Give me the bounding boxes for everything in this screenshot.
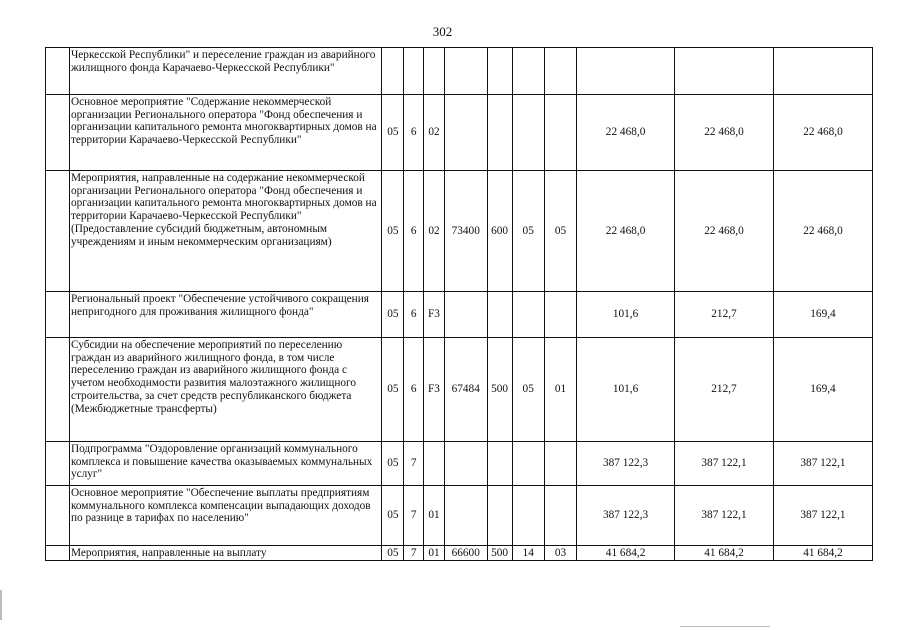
code-cell-c2: 6 — [404, 292, 424, 338]
amount-cell-v1: 387 122,3 — [577, 486, 675, 546]
amount-cell-v3: 169,4 — [773, 338, 872, 442]
code-cell-c6 — [512, 48, 544, 95]
code-cell-c6 — [512, 95, 544, 171]
row-number-cell — [46, 292, 70, 338]
code-cell-c3: 02 — [424, 95, 445, 171]
code-cell-c2: 6 — [404, 95, 424, 171]
amount-cell-v1 — [577, 48, 675, 95]
code-cell-c6 — [512, 292, 544, 338]
row-number-cell — [46, 486, 70, 546]
amount-cell-v3: 387 122,1 — [773, 486, 872, 546]
code-cell-c5 — [487, 292, 512, 338]
table-row — [46, 546, 873, 561]
table-row — [46, 442, 873, 486]
code-cell-c5 — [487, 95, 512, 171]
code-cell-c6 — [512, 486, 544, 546]
code-cell-c1: 05 — [382, 486, 404, 546]
item-name-cell: Основное мероприятие "Содержание некоммерческой организации Регионального оператора "Фонд обеспечения и организации капитального ремонта многоквартирных домов на территории Карачаево-Черкесской Республики" — [69, 95, 381, 171]
code-cell-c3 — [424, 48, 445, 95]
code-cell-c4 — [444, 292, 487, 338]
amount-cell-v2: 22 468,0 — [675, 95, 774, 171]
code-cell-c7: 03 — [544, 546, 576, 561]
row-number-cell — [46, 442, 70, 486]
row-number-cell — [46, 546, 70, 561]
row-number-cell — [46, 95, 70, 171]
code-cell-c1 — [382, 48, 404, 95]
code-cell-c6 — [512, 442, 544, 486]
code-cell-c2: 7 — [404, 546, 424, 561]
code-cell-c4 — [444, 48, 487, 95]
amount-cell-v2: 212,7 — [675, 338, 774, 442]
code-cell-c5 — [487, 48, 512, 95]
code-cell-c7 — [544, 95, 576, 171]
code-cell-c2: 6 — [404, 338, 424, 442]
table-row — [46, 171, 873, 292]
amount-cell-v1: 22 468,0 — [577, 95, 675, 171]
amount-cell-v1: 22 468,0 — [577, 171, 675, 292]
code-cell-c1: 05 — [382, 442, 404, 486]
table-row — [46, 292, 873, 338]
code-cell-c6: 05 — [512, 338, 544, 442]
amount-cell-v2: 41 684,2 — [675, 546, 774, 561]
item-name-cell: Черкесской Республики" и переселение граждан из аварийного жилищного фонда Карачаево-Черкесской Республики" — [69, 48, 381, 95]
code-cell-c2: 6 — [404, 171, 424, 292]
code-cell-c6: 14 — [512, 546, 544, 561]
amount-cell-v2: 22 468,0 — [675, 171, 774, 292]
code-cell-c5 — [487, 486, 512, 546]
code-cell-c5: 600 — [487, 171, 512, 292]
code-cell-c1: 05 — [382, 171, 404, 292]
code-cell-c4: 67484 — [444, 338, 487, 442]
code-cell-c1: 05 — [382, 95, 404, 171]
code-cell-c7 — [544, 442, 576, 486]
code-cell-c7 — [544, 292, 576, 338]
code-cell-c4: 66600 — [444, 546, 487, 561]
row-number-cell — [46, 171, 70, 292]
code-cell-c4 — [444, 486, 487, 546]
code-cell-c4 — [444, 442, 487, 486]
code-cell-c7: 05 — [544, 171, 576, 292]
amount-cell-v3: 22 468,0 — [773, 95, 872, 171]
code-cell-c5: 500 — [487, 338, 512, 442]
item-name-cell: Основное мероприятие "Обеспечение выплаты предприятиям коммунального комплекса компенсации выпадающих доходов по разнице в тарифах по населению" — [69, 486, 381, 546]
amount-cell-v2: 212,7 — [675, 292, 774, 338]
code-cell-c3 — [424, 442, 445, 486]
page-number: 302 — [432, 24, 453, 39]
amount-cell-v2: 387 122,1 — [675, 486, 774, 546]
code-cell-c2: 7 — [404, 486, 424, 546]
table-row — [46, 95, 873, 171]
table-row — [46, 486, 873, 546]
amount-cell-v3: 169,4 — [773, 292, 872, 338]
amount-cell-v3: 22 468,0 — [773, 171, 872, 292]
code-cell-c3: 02 — [424, 171, 445, 292]
code-cell-c3: 01 — [424, 486, 445, 546]
amount-cell-v3: 41 684,2 — [773, 546, 872, 561]
item-name-cell: Региональный проект "Обеспечение устойчивого сокращения непригодного для проживания жилищного фонда" — [69, 292, 381, 338]
code-cell-c5: 500 — [487, 546, 512, 561]
code-cell-c1: 05 — [382, 338, 404, 442]
row-number-cell — [46, 338, 70, 442]
amount-cell-v1: 41 684,2 — [577, 546, 675, 561]
amount-cell-v3 — [773, 48, 872, 95]
code-cell-c6: 05 — [512, 171, 544, 292]
code-cell-c2 — [404, 48, 424, 95]
code-cell-c7: 01 — [544, 338, 576, 442]
amount-cell-v2 — [675, 48, 774, 95]
item-name-cell: Подпрограмма "Оздоровление организаций коммунального комплекса и повышение качества оказываемых коммунальных услуг" — [69, 442, 381, 486]
amount-cell-v2: 387 122,1 — [675, 442, 774, 486]
code-cell-c1: 05 — [382, 546, 404, 561]
code-cell-c3: F3 — [424, 292, 445, 338]
code-cell-c3: F3 — [424, 338, 445, 442]
code-cell-c3: 01 — [424, 546, 445, 561]
item-name-cell: Субсидии на обеспечение мероприятий по переселению граждан из аварийного жилищного фонда, в том числе переселению граждан из аварийного жилищного фонда с учетом необходимости развития малоэтажного жилищного строительства, за счет средств республиканского бюджета (Межбюджетные трансферты) — [69, 338, 381, 442]
amount-cell-v1: 387 122,3 — [577, 442, 675, 486]
code-cell-c4 — [444, 95, 487, 171]
code-cell-c7 — [544, 486, 576, 546]
scan-artifact-line — [0, 590, 2, 620]
table-row — [46, 48, 873, 95]
code-cell-c1: 05 — [382, 292, 404, 338]
item-name-cell: Мероприятия, направленные на выплату — [69, 546, 381, 561]
budget-table — [45, 47, 873, 561]
code-cell-c2: 7 — [404, 442, 424, 486]
amount-cell-v1: 101,6 — [577, 292, 675, 338]
code-cell-c4: 73400 — [444, 171, 487, 292]
table-row — [46, 338, 873, 442]
item-name-cell: Мероприятия, направленные на содержание некоммерческой организации Регионального оператора "Фонд обеспечения и организации капитального ремонта многоквартирных домов на территории Карачаево-Черкесской Республики" (Предоставление субсидий бюджетным, автономным учреждениям и иным некоммерческим организациям) — [69, 171, 381, 292]
code-cell-c7 — [544, 48, 576, 95]
code-cell-c5 — [487, 442, 512, 486]
amount-cell-v3: 387 122,1 — [773, 442, 872, 486]
amount-cell-v1: 101,6 — [577, 338, 675, 442]
scan-artifact-line — [680, 626, 770, 627]
row-number-cell — [46, 48, 70, 95]
